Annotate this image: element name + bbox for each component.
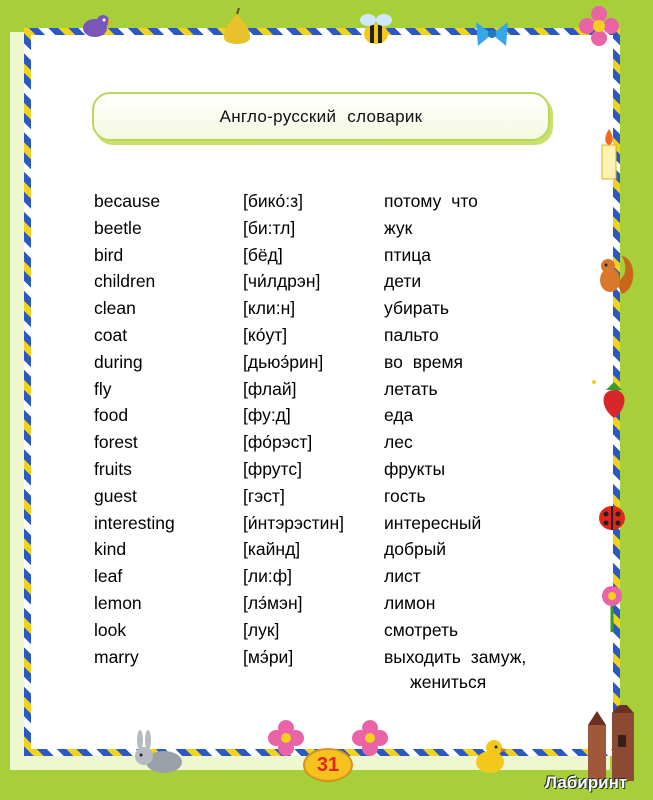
entry-word: children [94, 271, 156, 292]
flower-icon [266, 718, 306, 758]
entry-transcription: [ко́ут] [243, 325, 288, 345]
entry-word: lemon [94, 593, 142, 613]
entry-translation: жук [384, 217, 413, 238]
entry-transcription: [ли:ф] [243, 566, 292, 587]
entry-transcription: [дьюэ́рин] [243, 351, 324, 372]
entry-word: look [94, 619, 127, 640]
page-title: Англо-русский словарик [219, 106, 423, 126]
entry-word: fly [94, 378, 112, 399]
bird-icon [75, 6, 115, 46]
entry-word: food [94, 405, 129, 426]
dictionary-entry [0, 245, 653, 272]
dictionary-entry [0, 432, 653, 459]
squirrel-icon [592, 248, 638, 298]
entry-word: marry [94, 646, 139, 667]
entry-translation: еда [384, 405, 414, 426]
dictionary-entry [0, 379, 653, 406]
bow-icon [472, 18, 512, 54]
entry-word: leaf [94, 566, 123, 587]
entry-translation: смотреть [384, 619, 459, 640]
entry-word: forest [94, 432, 138, 453]
entry-translation: дети [384, 271, 422, 292]
dictionary-entry [0, 566, 653, 593]
dictionary-entry [0, 539, 653, 566]
entry-transcription: [лэ́мэн] [243, 593, 303, 613]
entry-translation: птица [384, 244, 432, 265]
flower-icon [574, 4, 624, 50]
title-banner [92, 92, 550, 141]
entry-translation: фрукты [384, 459, 446, 479]
entry-transcription: [бёд] [243, 244, 283, 265]
entry-word: because [94, 191, 161, 211]
entry-transcription: [чи́лдрэн] [243, 271, 321, 292]
dictionary-entry [0, 593, 653, 620]
ladybug-icon [594, 498, 630, 534]
entry-transcription: [флай] [243, 378, 297, 399]
translation-continuation: жениться [410, 672, 487, 692]
entry-word: interesting [94, 512, 175, 533]
pear-icon [220, 8, 254, 50]
bee-icon [354, 8, 398, 52]
entry-translation: интересный [384, 512, 482, 533]
entry-transcription: [и́нтэрэстин] [243, 512, 344, 533]
dictionary-entry [0, 218, 653, 245]
entry-translation: лес [384, 432, 413, 453]
entry-word: guest [94, 485, 137, 506]
dictionary-entry [0, 486, 653, 513]
entry-transcription: [кайнд] [243, 539, 301, 560]
entry-transcription: [фу:д] [243, 405, 291, 426]
entry-word: kind [94, 539, 127, 560]
entry-word: coat [94, 325, 128, 345]
entry-transcription: [би:тл] [243, 217, 296, 238]
page-number: 31 [303, 748, 353, 782]
entry-transcription: [бико́:з] [243, 191, 303, 211]
candle-icon [594, 125, 624, 185]
entry-translation: пальто [384, 325, 439, 345]
dictionary-entry [0, 405, 653, 432]
entry-translation: потому что [384, 191, 478, 211]
entry-translation: выходить замуж, [384, 646, 527, 667]
entry-translation: добрый [384, 539, 447, 560]
chick-icon [466, 736, 516, 776]
entry-translation: лимон [384, 593, 436, 613]
entry-translation: убирать [384, 298, 449, 319]
entry-transcription: [фо́рэст] [243, 432, 313, 453]
entry-translation: гость [384, 485, 426, 506]
dictionary-entry [0, 271, 653, 298]
flower-icon [350, 718, 390, 758]
rabbit-icon [126, 730, 196, 780]
entry-transcription: [кли:н] [243, 298, 296, 319]
strawberry-icon [586, 372, 636, 422]
entry-word: bird [94, 244, 124, 265]
dictionary-entry [0, 352, 653, 379]
dictionary-entry [0, 298, 653, 325]
entry-word: fruits [94, 459, 132, 479]
dictionary-entry [0, 647, 653, 674]
entry-translation: лист [384, 566, 421, 587]
entry-transcription: [гэст] [243, 485, 285, 506]
dictionary-entry [0, 620, 653, 647]
entry-word: during [94, 351, 143, 372]
entry-translation: летать [384, 378, 438, 399]
entry-word: clean [94, 298, 136, 319]
entry-translation: во время [384, 351, 463, 372]
dictionary-entry [0, 459, 653, 486]
dictionary-entry [0, 191, 653, 218]
dictionary-entry [0, 513, 653, 540]
entry-transcription: [лук] [243, 619, 280, 640]
publisher-logo: Лабиринт [545, 773, 628, 792]
entry-word: beetle [94, 217, 142, 238]
dictionary-entry [0, 325, 653, 352]
flower-icon [592, 582, 632, 632]
entry-transcription: [мэ́ри] [243, 646, 294, 667]
entry-transcription: [фрутс] [243, 459, 302, 479]
